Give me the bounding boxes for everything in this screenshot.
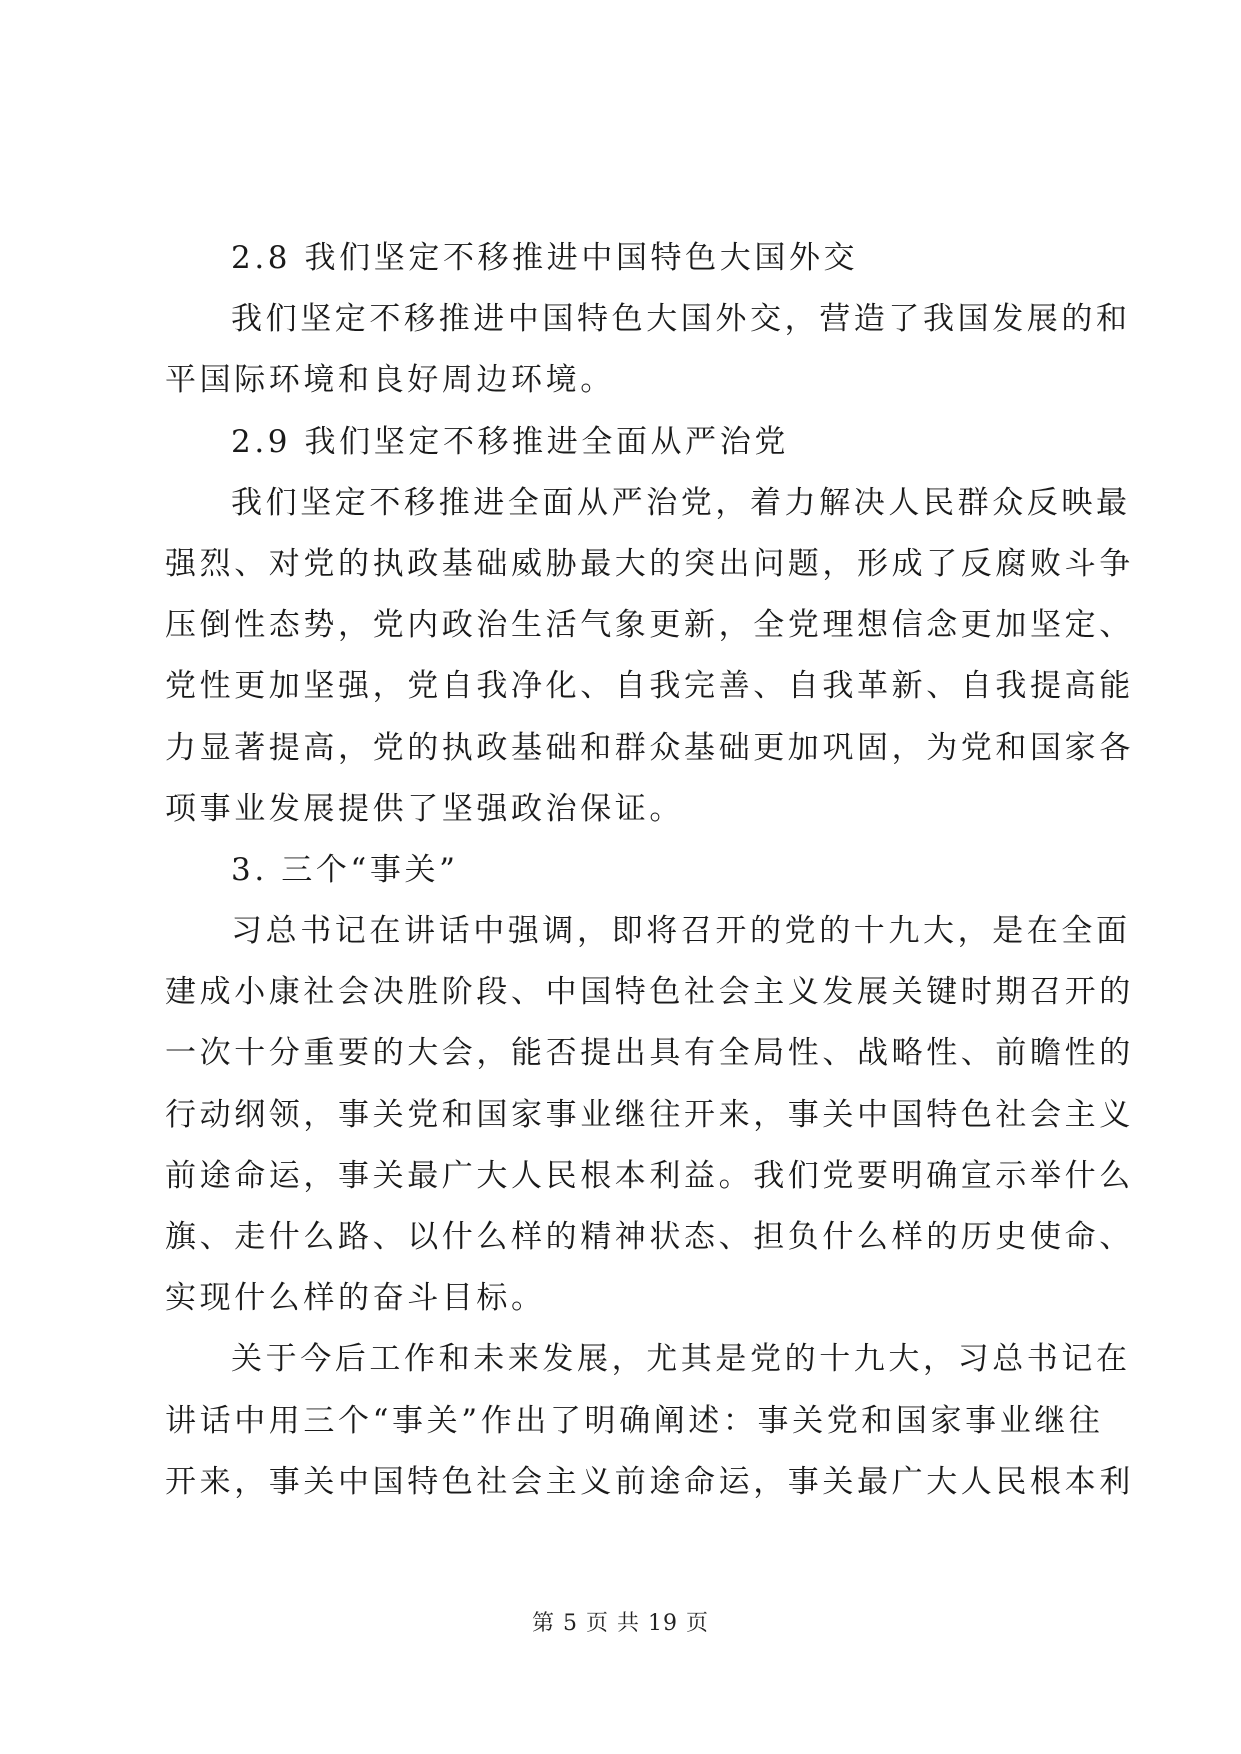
paragraph-line: 我们坚定不移推进中国特色大国外交，营造了我国发展的和 — [231, 301, 1131, 338]
paragraph-line: 行动纲领，事关党和国家事业继往开来，事关中国特色社会主义 — [165, 1096, 1134, 1133]
paragraph-line: 关于今后工作和未来发展，尤其是党的十九大，习总书记在 — [231, 1341, 1131, 1378]
heading-2-8: 2.8 我们坚定不移推进中国特色大国外交 — [231, 240, 859, 276]
paragraph-line: 党性更加坚强，党自我净化、自我完善、自我革新、自我提高能 — [165, 668, 1134, 705]
paragraph-line: 建成小康社会决胜阶段、中国特色社会主义发展关键时期召开的 — [165, 974, 1134, 1011]
document-body — [165, 228, 1134, 1513]
paragraph-line: 实现什么样的奋斗目标。 — [165, 1280, 546, 1317]
paragraph-line: 强烈、对党的执政基础威胁最大的突出问题，形成了反腐败斗争 — [165, 545, 1134, 582]
paragraph-line: 一次十分重要的大会，能否提出具有全局性、战略性、前瞻性的 — [165, 1035, 1134, 1072]
paragraph-line: 习总书记在讲话中强调，即将召开的党的十九大，是在全面 — [231, 913, 1131, 950]
paragraph-line: 开来，事关中国特色社会主义前途命运，事关最广大人民根本利 — [165, 1463, 1134, 1500]
paragraph-line: 力显著提高，党的执政基础和群众基础更加巩固，为党和国家各 — [165, 729, 1134, 766]
paragraph-line: 前途命运，事关最广大人民根本利益。我们党要明确宣示举什么 — [165, 1157, 1134, 1194]
paragraph-line: 压倒性态势，党内政治生活气象更新，全党理想信念更加坚定、 — [165, 607, 1134, 644]
heading-3: 3. 三个“事关” — [231, 851, 459, 888]
page-number-footer: 第 5 页 共 19 页 — [532, 1611, 709, 1636]
heading-2-9: 2.9 我们坚定不移推进全面从严治党 — [231, 423, 789, 460]
paragraph-line: 讲话中用三个“事关”作出了明确阐述：事关党和国家事业继往 — [165, 1402, 1104, 1439]
paragraph-line: 旗、走什么路、以什么样的精神状态、担负什么样的历史使命、 — [165, 1219, 1134, 1255]
paragraph-line: 我们坚定不移推进全面从严治党，着力解决人民群众反映最 — [231, 484, 1131, 521]
paragraph-line: 平国际环境和良好周边环境。 — [165, 362, 615, 399]
paragraph-line: 项事业发展提供了坚强政治保证。 — [165, 790, 684, 827]
